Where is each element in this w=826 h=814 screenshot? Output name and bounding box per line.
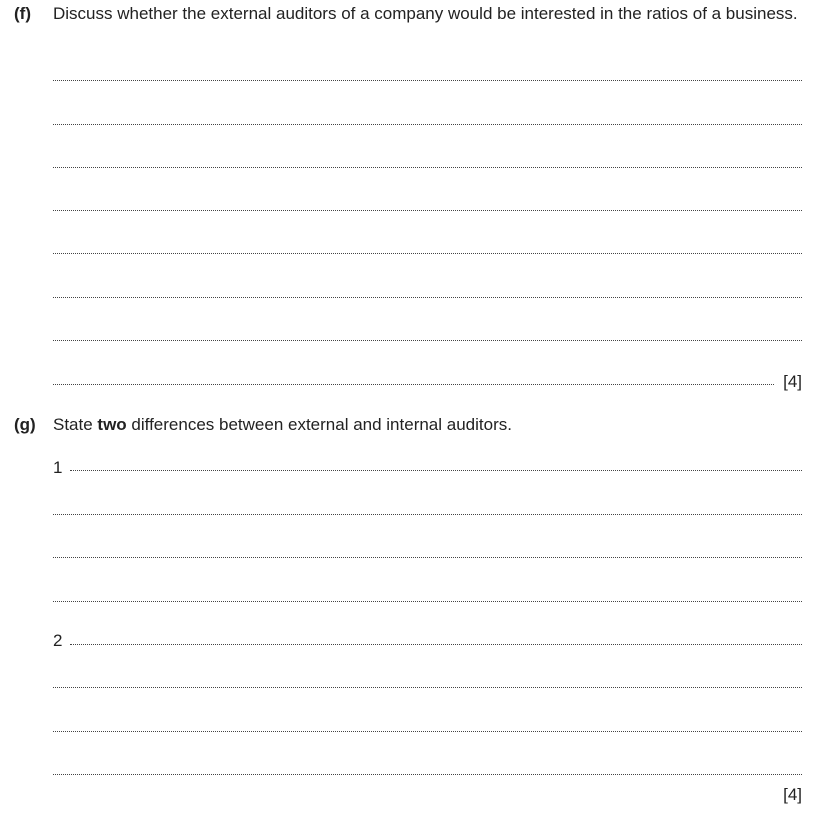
question-g-text-before: State <box>53 415 98 434</box>
question-g-text-after: differences between external and internal auditors. <box>126 415 512 434</box>
question-g-text-bold: two <box>97 415 127 434</box>
answer-line-f-6[interactable] <box>53 297 802 298</box>
answer-line-f-4[interactable] <box>53 210 802 211</box>
answer-line-g1-3[interactable] <box>53 557 802 558</box>
answer-line-f-5[interactable] <box>53 253 802 254</box>
question-g-label: (g) <box>14 415 36 434</box>
answer-line-g2-4[interactable] <box>53 774 802 775</box>
answer-item-2-number: 2 <box>53 631 63 650</box>
answer-line-g2-3[interactable] <box>53 731 802 732</box>
answer-line-g2-1[interactable] <box>70 644 802 645</box>
answer-line-f-1[interactable] <box>53 80 802 81</box>
answer-line-f-2[interactable] <box>53 124 802 125</box>
answer-line-f-3[interactable] <box>53 167 802 168</box>
answer-line-g1-1[interactable] <box>70 470 802 471</box>
answer-line-g1-2[interactable] <box>53 514 802 515</box>
answer-line-f-8[interactable] <box>53 384 774 385</box>
question-f-label: (f) <box>14 4 31 23</box>
question-f-marks: [4] <box>783 372 802 391</box>
answer-line-f-7[interactable] <box>53 340 802 341</box>
answer-item-1-number: 1 <box>53 458 63 477</box>
answer-line-g1-4[interactable] <box>53 601 802 602</box>
question-g-text <box>53 414 512 435</box>
question-g-marks: [4] <box>783 785 802 804</box>
answer-line-g2-2[interactable] <box>53 687 802 688</box>
question-f-text: Discuss whether the external auditors of a company would be interested in the ratios of a business. <box>53 4 798 23</box>
